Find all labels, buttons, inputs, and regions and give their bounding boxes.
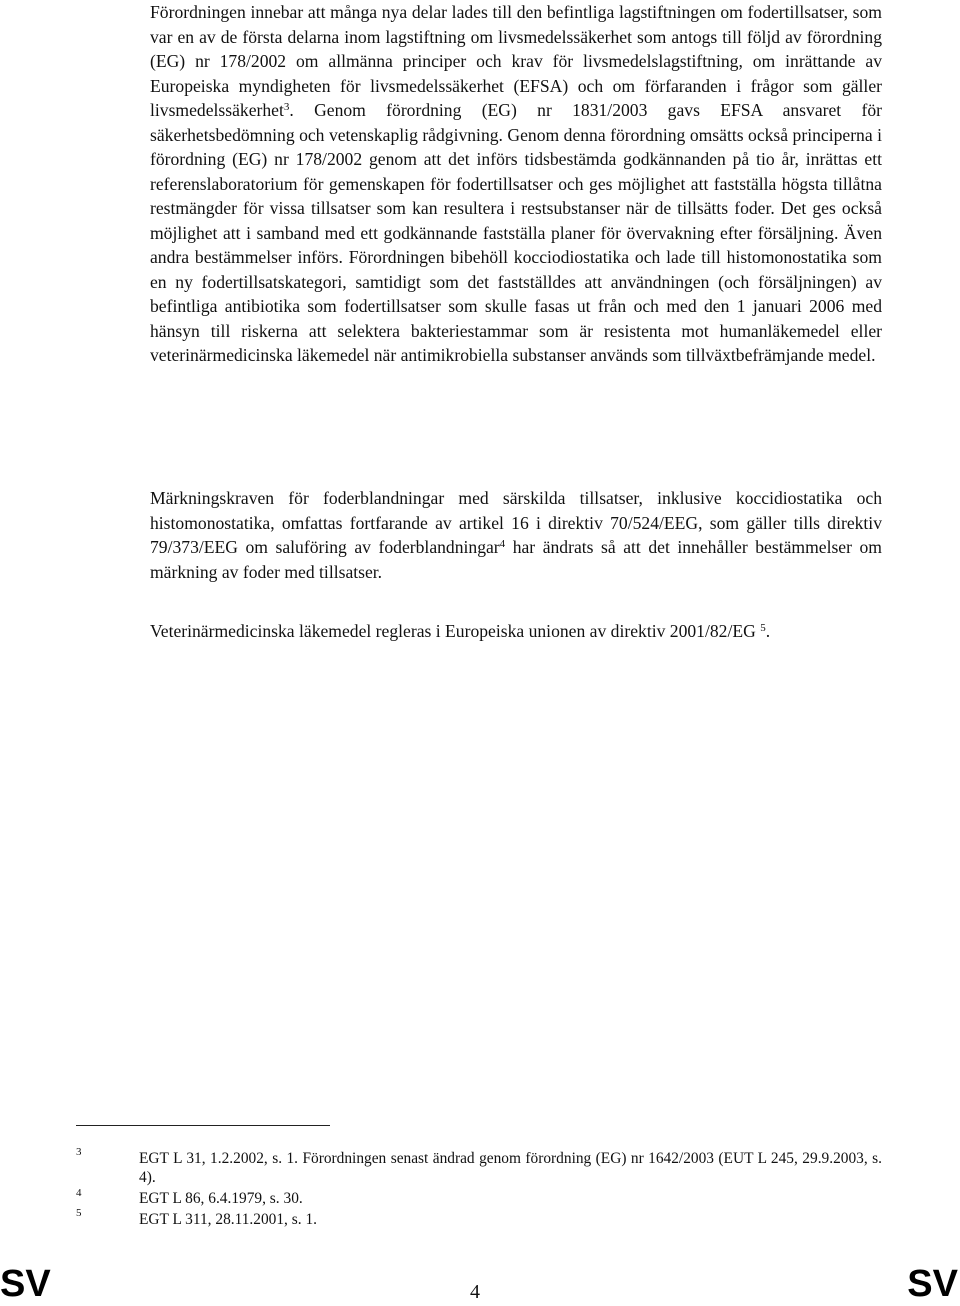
footnote-reference-3: 3	[283, 101, 290, 113]
footnote-number: 4	[76, 1187, 82, 1199]
footnote-text: EGT L 86, 6.4.1979, s. 30.	[139, 1190, 303, 1207]
body-paragraph-3	[150, 619, 882, 644]
footnote-number: 5	[76, 1207, 82, 1219]
paragraph-text: . Genom förordning (EG) nr 1831/2003 gavs EFSA ansvaret för säkerhetsbedömning och vetenskaplig rådgivning. Genom denna förordning omsätts också principerna i förordning (EG) nr 178/2002 genom att det införs tidsbestämda godkännanden på tio år, inrättas ett referenslaboratorium för gemenskapen för fodertillsatser och ges möjlighet att fastställa högsta tillåtna restmängder för vissa tillsatser som kan resultera i restsubstanser när de tillsätts foder. Det ges också möjlighet att i samband med ett godkännande fastställa planer för övervakning efter försäljning. Även andra bestämmelser införs. Förordningen bibehöll kocciodiostatika och lade till histomonostatika som en ny fodertillsatskategori, samtidigt som det fastställdes att användningen (och försäljningen) av befintliga antibiotika som fodertillsatser som skulle fasas ut från och med den 1 januari 2006 med hänsyn till riskerna att selektera bakteriestammar som är resistenta mot humanläkemedel eller veterinärmedicinska läkemedel när antimikrobiella substanser används som tillväxtbefrämjande medel.	[150, 100, 882, 365]
body-paragraph-2	[150, 486, 882, 584]
page-number: 4	[470, 1281, 480, 1303]
paragraph-text: Veterinärmedicinska läkemedel regleras i Europeiska unionen av direktiv 2001/82/EG	[150, 621, 761, 641]
footnote-text: EGT L 31, 1.2.2002, s. 1. Förordningen senast ändrad genom förordning (EG) nr 1642/2003 (EUT L 245, 29.9.2003, s. 4).	[139, 1150, 882, 1186]
paragraph-text: Förordningen innebar att många nya delar lades till den befintliga lagstiftningen om fodertillsatser, som var en av de första delarna inom lagstiftning om livsmedelssäkerhet som antogs till följd av förordning (EG) nr 178/2002 om allmänna principer och krav för livsmedelslagstiftning, om inrättande av Europeiska myndigheten för livsmedelssäkerhet (EFSA) och om förfaranden i frågor som gäller livsmedelssäkerhet	[150, 2, 882, 120]
footnote-number: 3	[76, 1146, 82, 1158]
paragraph-text: .	[765, 621, 771, 641]
paragraph-text: har ändrats så att det innehåller bestämmelser om märkning av foder med tillsatser.	[150, 537, 882, 582]
footnote-separator	[76, 1125, 330, 1126]
footnote-reference-5: 5	[760, 622, 766, 634]
footnote-reference-4: 4	[499, 538, 506, 550]
paragraph-text: Märkningskraven för foderblandningar med särskilda tillsatser, inklusive koccidiostatika och histomonostatika, omfattas fortfarande av artikel 16 i direktiv 70/524/EEG, som gäller tills direktiv 79/373/EEG om saluföring av foderblandningar	[150, 488, 882, 557]
language-label-left: SV	[0, 1263, 51, 1305]
body-paragraph-1	[150, 0, 882, 368]
footnote-text: EGT L 311, 28.11.2001, s. 1.	[139, 1211, 317, 1228]
language-label-right: SV	[907, 1263, 958, 1305]
